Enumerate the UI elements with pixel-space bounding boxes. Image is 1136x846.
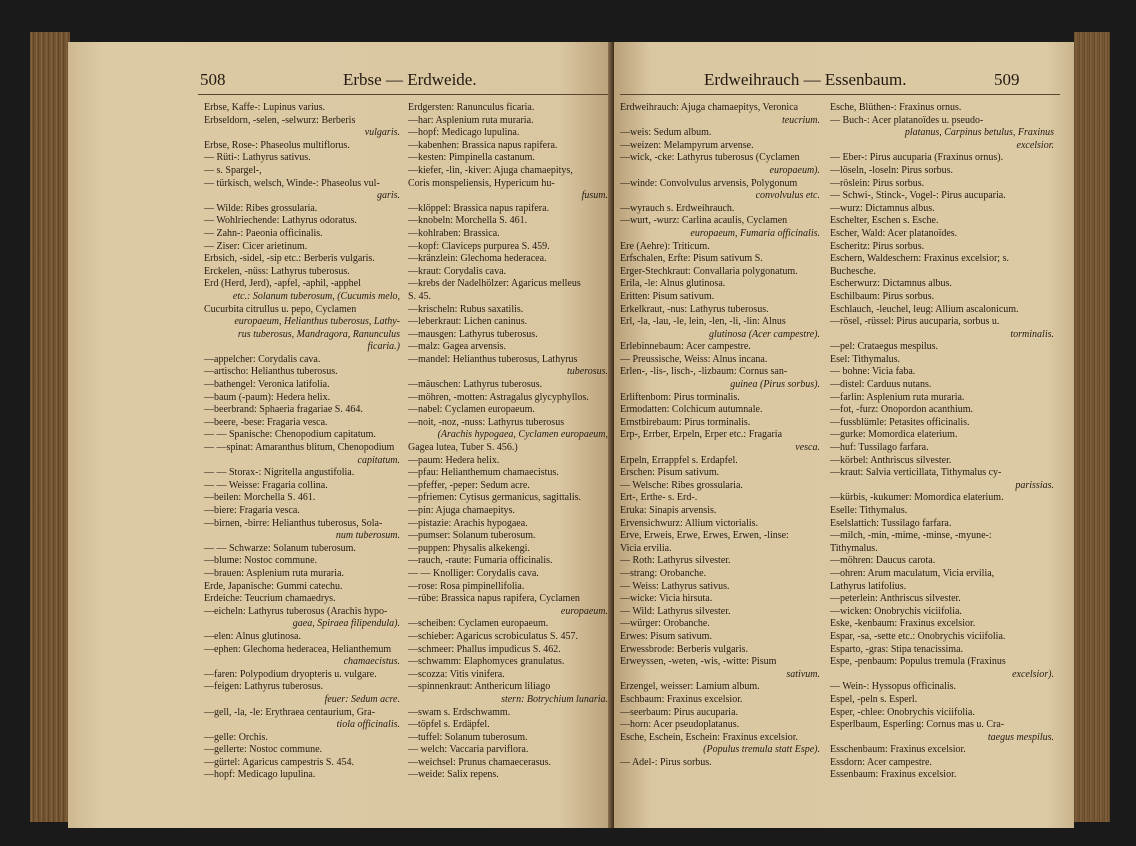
left-page-number: 508 xyxy=(200,70,226,89)
dictionary-entry-line: —feigen: Lathyrus tuberosus. xyxy=(204,681,324,693)
dictionary-entry-line: —gurke: Momordica elaterium. xyxy=(830,429,958,441)
dictionary-entry-line: Eselle: Tithymalus. xyxy=(830,505,908,516)
dictionary-entry-line: —wyrauch s. Erdweihrauch. xyxy=(620,202,735,214)
dictionary-entry-line: — Wild: Lathyrus silvester. xyxy=(620,605,731,617)
dictionary-entry-line: Erpeln, Errappfel s. Erdapfel. xyxy=(620,454,738,466)
dictionary-entry-line: Essenbaum: Fraxinus excelsior. xyxy=(830,769,957,781)
dictionary-entry-line: gaea, Spiraea filipendula). xyxy=(292,618,400,630)
dictionary-entry-line: — Welsche: Ribes grossularia. xyxy=(620,479,743,491)
dictionary-entry-line: — bohne: Vicia faba. xyxy=(830,366,916,378)
dictionary-entry-line: Escherwurz: Dictamnus albus. xyxy=(830,278,952,290)
dictionary-entry-line: —kränzlein: Glechoma hederacea. xyxy=(408,253,547,265)
dictionary-entry-line: Eschelter, Eschen s. Esche. xyxy=(830,215,939,227)
dictionary-entry-line: —farlin: Asplenium ruta muraria. xyxy=(830,391,965,403)
dictionary-entry-line: —gellerte: Nostoc commune. xyxy=(204,744,323,756)
dictionary-entry-line: Erbse, Kaffe-: Lupinus varius. xyxy=(204,102,326,113)
dictionary-entry-line: Tithymalus. xyxy=(830,542,878,554)
dictionary-entry-line: — —spinat: Amaranthus blitum, Chenopodium xyxy=(204,442,395,454)
dictionary-entry-line: Erbseldorn, -selen, -selwurz: Berberis xyxy=(204,114,356,126)
dictionary-entry-line: — — Storax-: Nigritella angustifolia. xyxy=(204,467,355,479)
dictionary-entry-line: —kabenhen: Brassica napus rapifera. xyxy=(408,139,558,151)
dictionary-entry-line: —blume: Nostoc commune. xyxy=(204,555,318,567)
dictionary-entry-line: sativum. xyxy=(786,668,820,680)
dictionary-entry-line: —beilen: Morchella S. 461. xyxy=(204,492,316,504)
dictionary-entry-line: tuberosus. xyxy=(566,366,608,378)
dictionary-entry-line: —elen: Alnus glutinosa. xyxy=(204,630,301,642)
dictionary-entry-line: Erila, -le: Alnus glutinosa. xyxy=(620,278,726,290)
dictionary-entry-line: —kraut: Salvia verticillata, Tithymalus cy- xyxy=(830,467,1002,479)
dictionary-entry-line: —spinnenkraut: Anthericum liliago xyxy=(408,681,551,693)
dictionary-entry-line: Erkelkraut, -nus: Lathyrus tuberosus. xyxy=(620,303,769,315)
dictionary-entry-line: —weide: Salix repens. xyxy=(408,769,499,781)
dictionary-entry-line: —winde: Convolvulus arvensis, Polygonum xyxy=(620,177,798,189)
dictionary-entry-line: — — Schwarze: Solanum tuberosum. xyxy=(204,542,356,554)
dictionary-entry-line: Erp-, Errber, Erpeln, Erper etc.: Fragaria xyxy=(620,429,783,441)
dictionary-entry-line: —rauch, -raute: Fumaria officinalis. xyxy=(408,555,553,567)
dictionary-entry-line: —pfeffer, -peper: Sedum acre. xyxy=(408,479,530,491)
dictionary-entry-line: Erwessbrode: Berberis vulgaris. xyxy=(620,643,749,655)
dictionary-entry-line: teucrium. xyxy=(781,114,820,126)
dictionary-entry-line: —weis: Sedum album. xyxy=(620,127,712,139)
dictionary-entry-line: taegus mespilus. xyxy=(987,731,1054,743)
dictionary-entry-line: —röslein: Pirus sorbus. xyxy=(830,177,925,189)
dictionary-entry-line: —pfriemen: Cytisus germanicus, sagittalis. xyxy=(408,492,582,504)
dictionary-entry-line: — — Spanische: Chenopodium capitatum. xyxy=(204,429,376,441)
dictionary-entry-line: — türkisch, welsch, Winde-: Phaseolus vul- xyxy=(204,177,380,189)
dictionary-entry-line: —schwamm: Elaphomyces granulatus. xyxy=(408,656,565,668)
dictionary-entry-line: Lathyrus latifolius. xyxy=(830,580,907,592)
dictionary-entry-line: —swam s. Erdschwamm. xyxy=(408,706,511,718)
dictionary-entry-line: garis. xyxy=(376,190,400,202)
dictionary-entry-line: Eselslattich: Tussilago farfara. xyxy=(830,517,952,529)
dictionary-entry-line: —kürbis, -kukumer: Momordica elaterium. xyxy=(830,492,1004,504)
dictionary-entry-line: —kesten: Pimpinella castanum. xyxy=(408,152,535,164)
dictionary-entry-line: — Weiss: Lathyrus sativus. xyxy=(620,580,730,592)
dictionary-entry-line: —kopf: Claviceps purpurea S. 459. xyxy=(408,240,550,252)
dictionary-entry-line: parissias. xyxy=(1015,479,1054,491)
dictionary-entry-line: Erdweihrauch: Ajuga chamaepitys, Veronica xyxy=(620,102,799,113)
dictionary-entry-line: capitatum. xyxy=(357,454,400,466)
dictionary-entry-line: Erschen: Pisum sativum. xyxy=(620,467,720,479)
dictionary-entry-line: —rösel, -rüssel: Pirus aucuparia, sorbus u. xyxy=(830,316,1000,328)
dictionary-entry-line: Ere (Aehre): Triticum. xyxy=(620,240,710,252)
dictionary-entry-line: — Eber-: Pirus aucuparia (Fraxinus ornus). xyxy=(830,152,1004,164)
dictionary-entry-line: excelsior. xyxy=(1016,139,1054,151)
dictionary-entry-line: —birnen, -birre: Helianthus tuberosus, Sola- xyxy=(204,517,383,529)
dictionary-entry-line: —malz: Gagea arvensis. xyxy=(408,341,507,353)
dictionary-entry-line: —kraut: Corydalis cava. xyxy=(408,265,507,277)
dictionary-entry-line: —krebs der Nadelhölzer: Agaricus melleus xyxy=(408,278,581,290)
dictionary-entry-line: Erweyssen, -weten, -wis, -witte: Pisum xyxy=(620,656,777,668)
dictionary-entry-line: —möhren: Daucus carota. xyxy=(830,555,936,567)
dictionary-entry-line: guinea (Pirus sorbus). xyxy=(730,379,820,391)
dictionary-entry-line: —würger: Orobanche. xyxy=(620,618,710,630)
dictionary-entry-line: —fussblümle: Petasites officinalis. xyxy=(830,416,970,428)
dictionary-entry-line: — Wilde: Ribes grossularia. xyxy=(204,202,318,214)
dictionary-entry-line: num tuberosum. xyxy=(335,530,400,542)
dictionary-entry-line: europaeum, Fumaria officinalis. xyxy=(690,227,820,239)
dictionary-entry-line: —strang: Orobanche. xyxy=(620,567,707,579)
dictionary-entry-line: Ermodatten: Colchicum autumnale. xyxy=(620,404,763,416)
dictionary-entry-line: Gagea lutea, Tuber S. 456.) xyxy=(408,442,518,454)
dictionary-entry-line: Eschilbaum: Pirus sorbus. xyxy=(830,290,935,302)
dictionary-entry-line: —kohlraben: Brassica. xyxy=(408,227,500,239)
dictionary-entry-line: Essdorn: Acer campestre. xyxy=(830,756,932,768)
dictionary-entry-line: S. 45. xyxy=(408,290,432,302)
dictionary-entry-line: ficaria.) xyxy=(367,341,400,353)
right-header xyxy=(614,70,1074,94)
dictionary-entry-line: —wicke: Vicia hirsuta. xyxy=(620,593,713,605)
dictionary-entry-line: Esel: Tithymalus. xyxy=(830,353,901,365)
dictionary-entry-line: —puppen: Physalis alkekengi. xyxy=(408,542,530,554)
dictionary-entry-line: Erlebinnebaum: Acer campestre. xyxy=(620,341,751,353)
dictionary-entry-line: Erbsich, -sidel, -sip etc.: Berberis vulgaris. xyxy=(204,253,375,265)
dictionary-entry-line: Erzengel, weisser: Lamium album. xyxy=(620,681,760,693)
dictionary-entry-line: —fot, -furz: Onopordon acanthium. xyxy=(830,404,974,416)
dictionary-entry-line: etc.: Solanum tuberosum, (Cucumis melo, xyxy=(232,290,400,302)
dictionary-entry-line: —bathengel: Veronica latifolia. xyxy=(204,379,330,391)
dictionary-entry-line: —seerbaum: Pirus aucuparia. xyxy=(620,706,739,718)
dictionary-entry-line: —pumser: Solanum tuberosum. xyxy=(408,530,536,542)
dictionary-entry-line: glutinosa (Acer campestre). xyxy=(709,328,820,340)
dictionary-entry-line: Eschern, Waldeschern: Fraxinus excelsior; s. xyxy=(830,253,1009,265)
dictionary-entry-line: —hopf: Medicago lupulina. xyxy=(204,769,316,781)
dictionary-entry-line: —mausgen: Lathyrus tuberosus. xyxy=(408,328,538,340)
dictionary-entry-line: Esperlbaum, Esperling: Cornus mas u. Cra- xyxy=(830,719,1005,731)
dictionary-entry-line: — Buch-: Acer platanoïdes u. pseudo- xyxy=(830,114,984,126)
dictionary-entry-line: torminalis. xyxy=(1010,328,1054,340)
dictionary-entry-line: —kiefer, -lin, -kiver: Ajuga chamaepitys, xyxy=(408,164,573,176)
left-column-2 xyxy=(408,102,608,782)
page-edges-left xyxy=(30,32,70,822)
dictionary-entry-line: —faren: Polypodium dryopteris u. vulgare. xyxy=(204,668,377,680)
dictionary-entry-line: —löseln, -loseln: Pirus sorbus. xyxy=(830,164,954,176)
dictionary-entry-line: Erdeiche: Teucrium chamaedrys. xyxy=(204,593,336,605)
dictionary-entry-line: tiola officinalis. xyxy=(336,719,400,731)
dictionary-entry-line: —scheiben: Cyclamen europaeum. xyxy=(408,618,549,630)
dictionary-entry-line: europaeum). xyxy=(769,164,820,176)
dictionary-entry-line: Escheritz: Pirus sorbus. xyxy=(830,240,925,252)
dictionary-entry-line: —wicken: Onobrychis viciifolia. xyxy=(830,605,962,617)
dictionary-entry-line: vulgaris. xyxy=(364,127,400,139)
dictionary-entry-line: —nabel: Cyclamen europaeum. xyxy=(408,404,535,416)
dictionary-entry-line: —ohren: Arum maculatum, Vicia ervilia, xyxy=(830,567,995,579)
dictionary-entry-line: —baum (-paum): Hedera helix. xyxy=(204,391,331,403)
dictionary-entry-line: convolvulus etc. xyxy=(755,190,820,202)
dictionary-entry-line: —wurz: Dictamnus albus. xyxy=(830,202,935,214)
right-page xyxy=(614,42,1074,828)
dictionary-entry-line: Erger-Stechkraut: Convallaria polygonatum. xyxy=(620,265,798,277)
dictionary-entry-line: —milch, -min, -mime, -minse, -myune-: xyxy=(830,530,992,542)
dictionary-entry-line: Eske, -kenbaum: Fraxinus excelsior. xyxy=(830,618,976,630)
dictionary-entry-line: — welch: Vaccaria parviflora. xyxy=(408,744,529,756)
dictionary-entry-line: — s. Spargel-, xyxy=(204,164,262,176)
dictionary-entry-line: — Wein-: Hyssopus officinalis. xyxy=(830,681,957,693)
dictionary-entry-line: Esche, Blüthen-: Fraxinus ornus. xyxy=(830,102,962,113)
dictionary-entry-line: —eicheln: Lathyrus tuberosus (Arachis hypo- xyxy=(204,605,388,617)
dictionary-entry-line: —möhren, -motten: Astragalus glycyphyllos. xyxy=(408,391,589,403)
dictionary-entry-line: — Zahn-: Paeonia officinalis. xyxy=(204,227,323,239)
dictionary-entry-line: Escher, Wald: Acer platanoïdes. xyxy=(830,227,958,239)
dictionary-entry-line: —schieber: Agaricus scrobiculatus S. 457. xyxy=(408,630,578,642)
dictionary-entry-line: —tuffel: Solanum tuberosum. xyxy=(408,731,528,743)
dictionary-entry-line: Erde, Japanische: Gummi catechu. xyxy=(204,580,343,592)
left-column-1 xyxy=(204,102,400,782)
dictionary-entry-line: (Populus tremula statt Espe). xyxy=(703,744,820,756)
dictionary-entry-line: —distel: Carduus nutans. xyxy=(830,379,932,391)
dictionary-entry-line: —klöppel: Brassica napus rapifera. xyxy=(408,202,550,214)
dictionary-entry-line: —huf: Tussilago farfara. xyxy=(830,442,929,454)
dictionary-entry-line: —schmeer: Phallus impudicus S. 462. xyxy=(408,643,561,655)
dictionary-entry-line: Ert-, Erthe- s. Erd-. xyxy=(620,492,698,504)
dictionary-entry-line: —horn: Acer pseudoplatanus. xyxy=(620,719,740,731)
dictionary-entry-line: —gell, -la, -le: Erythraea centaurium, Gra- xyxy=(204,706,376,718)
left-page-title: Erbse — Erdweide. xyxy=(343,70,477,89)
dictionary-entry-line: —pel: Crataegus mespilus. xyxy=(830,341,939,353)
right-page-number: 509 xyxy=(994,70,1020,89)
dictionary-entry-line: Cucurbita citrullus u. pepo, Cyclamen xyxy=(204,303,357,315)
dictionary-entry-line: — — Knolliger: Corydalis cava. xyxy=(408,567,539,579)
dictionary-entry-line: —paum: Hedera helix. xyxy=(408,454,500,466)
dictionary-entry-line: —wick, -cke: Lathyrus tuberosus (Cyclamen xyxy=(620,152,800,164)
dictionary-entry-line: Esparto, -gras: Stipa tenacissima. xyxy=(830,643,964,655)
dictionary-entry-line: —brauen: Asplenium ruta muraria. xyxy=(204,567,344,579)
dictionary-entry-line: Ernstbirebaum: Pirus torminalis. xyxy=(620,416,751,428)
dictionary-entry-line: Buchesche. xyxy=(830,265,876,277)
left-header xyxy=(68,70,614,94)
dictionary-entry-line: —weizen: Melampyrum arvense. xyxy=(620,139,754,151)
dictionary-entry-line: — Rüti-: Lathyrus sativus. xyxy=(204,152,311,164)
dictionary-entry-line: —wurt, -wurz: Carlina acaulis, Cyclamen xyxy=(620,215,788,227)
left-header-rule xyxy=(198,94,608,95)
page-edges-right xyxy=(1074,32,1110,822)
left-page xyxy=(68,42,614,828)
dictionary-entry-line: Espar, -sa, -sette etc.: Onobrychis viciifolia. xyxy=(830,630,1006,642)
dictionary-entry-line: stern: Botrychium lunaria. xyxy=(501,693,608,705)
dictionary-entry-line: Erfschalen, Erfte: Pisum sativum S. xyxy=(620,253,763,265)
dictionary-entry-line: Eritten: Pisum sativum. xyxy=(620,290,715,302)
dictionary-entry-line: —pfau: Helianthemum chamaecistus. xyxy=(408,467,559,479)
dictionary-entry-line: Eschlauch, -leuchel, leug: Allium ascalonicum. xyxy=(830,303,1019,315)
dictionary-entry-line: —scozza: Vitis vinifera. xyxy=(408,668,505,680)
dictionary-entry-line: Erl, -la, -lau, -le, lein, -len, -li, -lin: Alnus xyxy=(620,316,786,328)
dictionary-entry-line: Erwes: Pisum sativum. xyxy=(620,630,712,642)
dictionary-entry-line: excelsior). xyxy=(1012,668,1054,680)
dictionary-entry-line: Esche, Eschein, Eschein: Fraxinus excelsior. xyxy=(620,731,799,743)
dictionary-entry-line: Erve, Erweis, Erwe, Erwes, Erwen, -linse: xyxy=(620,530,789,542)
dictionary-entry-line: Espel, -peln s. Esperl. xyxy=(830,693,918,705)
dictionary-entry-line: Coris monspeliensis, Hypericum hu- xyxy=(408,177,555,189)
dictionary-entry-line: —pin: Ajuga chamaepitys. xyxy=(408,505,515,516)
dictionary-entry-line: —leberkraut: Lichen caninus. xyxy=(408,316,528,328)
dictionary-entry-line: —gürtel: Agaricus campestris S. 454. xyxy=(204,756,354,768)
dictionary-entry-line: —krischeln: Rubus saxatilis. xyxy=(408,303,524,315)
dictionary-entry-line: —gelle: Orchis. xyxy=(204,731,268,743)
dictionary-entry-line: —mandel: Helianthus tuberosus, Lathyrus xyxy=(408,353,578,365)
dictionary-entry-line: —peterlein: Anthriscus silvester. xyxy=(830,593,961,605)
dictionary-entry-line: —noit, -noz, -nuss: Lathyrus tuberosus xyxy=(408,416,565,428)
dictionary-entry-line: chamaecistus. xyxy=(343,656,400,668)
dictionary-entry-line: —weichsel: Prunus chamaecerasus. xyxy=(408,756,552,768)
dictionary-entry-line: Esper, -chlee: Onobrychis viciifolia. xyxy=(830,706,975,718)
dictionary-entry-line: Espe, -penbaum: Populus tremula (Fraxinus xyxy=(830,656,1006,668)
dictionary-entry-line: —artischo: Helianthus tuberosus. xyxy=(204,366,338,378)
dictionary-entry-line: vesca. xyxy=(795,442,820,454)
dictionary-entry-line: —beere, -bese: Fragaria vesca. xyxy=(204,416,328,428)
dictionary-entry-line: —knobeln: Morchella S. 461. xyxy=(408,215,528,227)
dictionary-entry-line: —rose: Rosa pimpinellifolia. xyxy=(408,580,525,592)
right-column-2 xyxy=(830,102,1054,782)
dictionary-entry-line: Vicia ervilia. xyxy=(620,542,672,554)
dictionary-entry-line: Erckelen, -nüss: Lathyrus tuberosus. xyxy=(204,265,350,277)
right-column-1 xyxy=(620,102,820,769)
dictionary-entry-line: Erbse, Rose-: Phaseolus multiflorus. xyxy=(204,139,350,151)
dictionary-entry-line: — Preussische, Weiss: Alnus incana. xyxy=(620,353,768,365)
dictionary-entry-line: — Schwi-, Stinck-, Vogel-: Pirus aucuparia. xyxy=(830,190,1006,202)
dictionary-entry-line: Eschbaum: Fraxinus excelsior. xyxy=(620,693,743,705)
dictionary-entry-line: —hopf: Medicago lupulina. xyxy=(408,127,520,139)
dictionary-entry-line: —mäuschen: Lathyrus tuberosus. xyxy=(408,379,543,391)
dictionary-entry-line: — Wohlriechende: Lathyrus odoratus. xyxy=(204,215,357,227)
dictionary-entry-line: — Roth: Lathyrus silvester. xyxy=(620,555,731,567)
dictionary-entry-line: —ephen: Glechoma hederacea, Helianthemum xyxy=(204,643,392,655)
right-header-rule xyxy=(620,94,1060,95)
dictionary-entry-line: (Arachis hypogaea, Cyclamen europaeum, xyxy=(437,429,608,441)
open-book xyxy=(30,12,1110,836)
dictionary-entry-line: Ervensichwurz: Allium victorialis. xyxy=(620,517,759,529)
dictionary-entry-line: Erliftenbom: Pirus torminalis. xyxy=(620,391,740,403)
dictionary-entry-line: — Ziser: Cicer arietinum. xyxy=(204,240,308,252)
dictionary-entry-line: — — Weisse: Fragaria collina. xyxy=(204,479,328,491)
dictionary-entry-line: platanus, Carpinus betulus, Fraxinus xyxy=(904,127,1054,139)
dictionary-entry-line: europaeum. xyxy=(560,605,608,617)
dictionary-entry-line: rus tuberosus, Mandragora, Ranunculus xyxy=(237,328,400,340)
dictionary-entry-line: fusum. xyxy=(581,190,608,202)
dictionary-entry-line: Esschenbaum: Fraxinus excelsior. xyxy=(830,744,966,756)
dictionary-entry-line: —har: Asplenium ruta muraria. xyxy=(408,114,534,126)
dictionary-entry-line: —appelcher: Corydalis cava. xyxy=(204,353,321,365)
dictionary-entry-line: —beerbrand: Sphaeria fragariae S. 464. xyxy=(204,404,363,416)
dictionary-entry-line: Eruka: Sinapis arvensis. xyxy=(620,505,717,516)
dictionary-entry-line: Erdgersten: Ranunculus ficaria. xyxy=(408,102,535,113)
right-page-title: Erdweihrauch — Essenbaum. xyxy=(704,70,907,89)
dictionary-entry-line: —töpfel s. Erdäpfel. xyxy=(408,719,490,731)
dictionary-entry-line: feuer: Sedum acre. xyxy=(324,693,400,705)
dictionary-entry-line: —biere: Fragaria vesca. xyxy=(204,505,300,516)
dictionary-entry-line: —rübe: Brassica napus rapifera, Cyclamen xyxy=(408,593,580,605)
dictionary-entry-line: Erd (Herd, Jerd), -apfel, -aphil, -apphel xyxy=(204,278,361,290)
dictionary-entry-line: — Adel-: Pirus sorbus. xyxy=(620,756,712,768)
dictionary-entry-line: Erlen-, -lis-, lisch-, -lizbaum: Cornus san- xyxy=(620,366,788,378)
dictionary-entry-line: —pistazie: Arachis hypogaea. xyxy=(408,517,528,529)
dictionary-entry-line: europaeum, Helianthus tuberosus, Lathy- xyxy=(234,316,400,328)
dictionary-entry-line: —körbel: Anthriscus silvester. xyxy=(830,454,952,466)
